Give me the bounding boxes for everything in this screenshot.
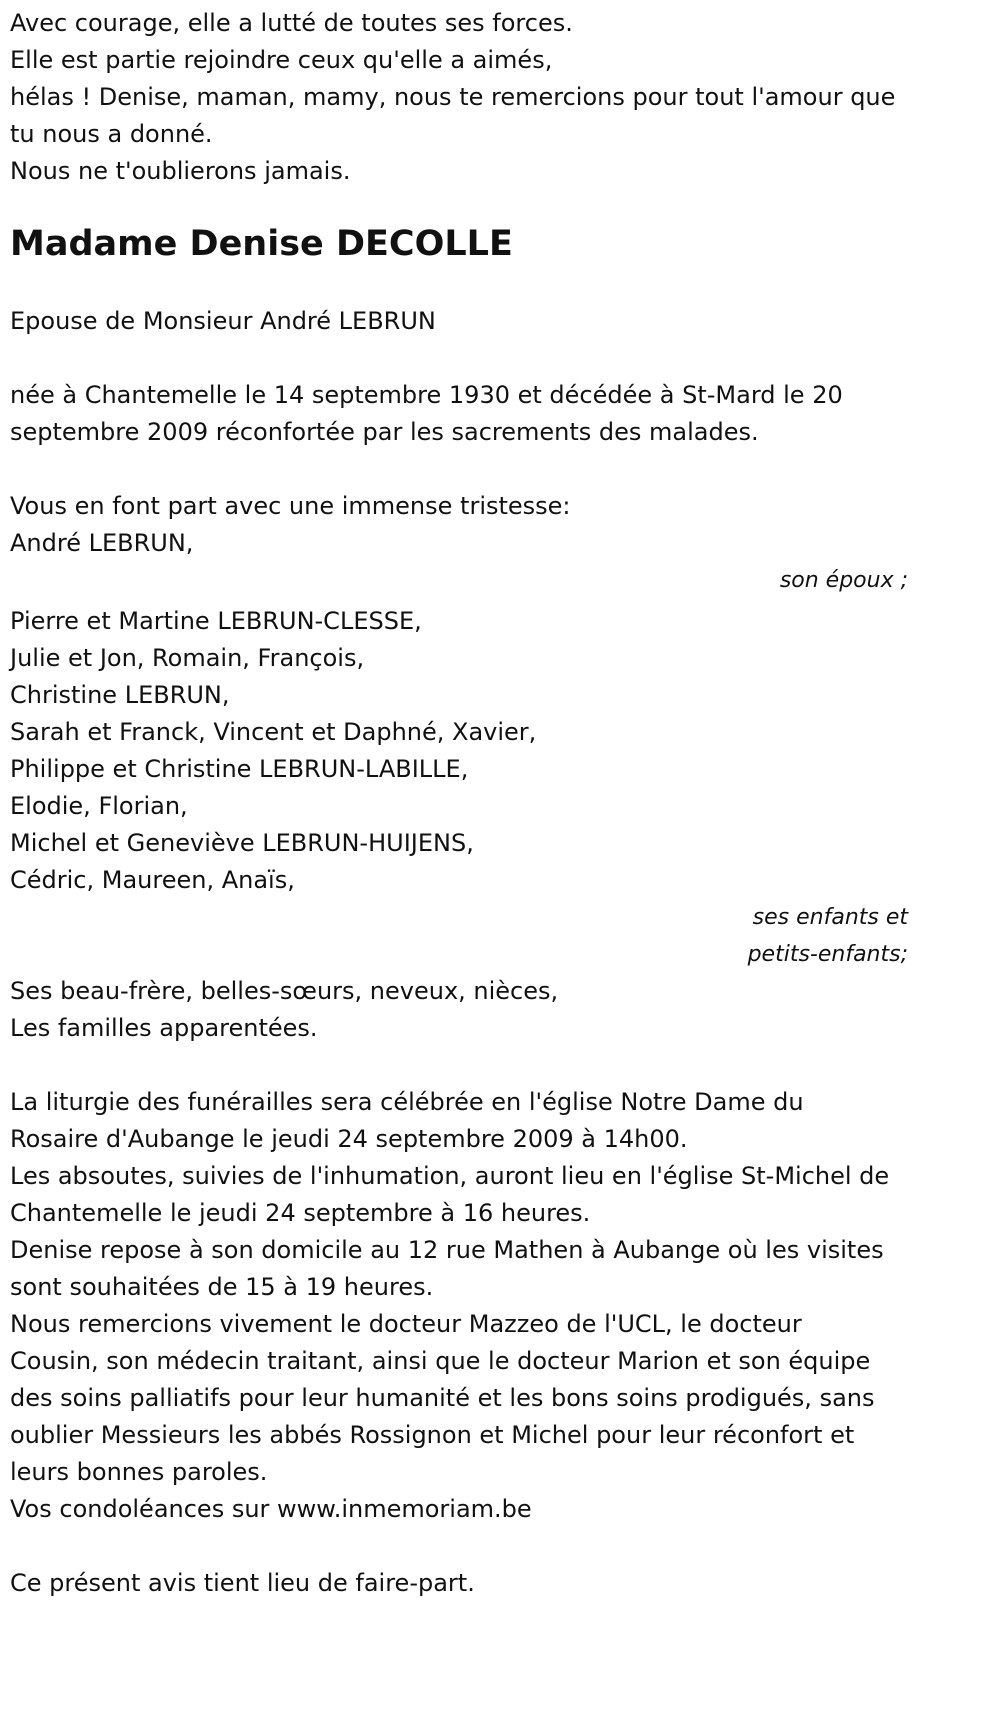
children-line: Christine LEBRUN, [10, 681, 230, 709]
children-list [10, 603, 908, 899]
ceremony-line: Denise repose à son domicile au 12 rue Mathen à Aubange où les visites [10, 1236, 884, 1264]
ceremony-line: oublier Messieurs les abbés Rossignon et Michel pour leur réconfort et [10, 1421, 855, 1449]
ceremony-paragraph [10, 1084, 908, 1528]
spouse-paragraph [10, 303, 908, 340]
birth-death-line: née à Chantemelle le 14 septembre 1930 et décédée à St-Mard le 20 [10, 381, 843, 409]
obituary-notice [10, 5, 908, 1602]
condolences-line: Vos condoléances sur www.inmemoriam.be [10, 1495, 532, 1523]
ceremony-line: leurs bonnes paroles. [10, 1458, 268, 1486]
intro-line: hélas ! Denise, maman, mamy, nous te remercions pour tout l'amour que [10, 83, 896, 111]
ceremony-line: Les absoutes, suivies de l'inhumation, auront lieu en l'église St-Michel de [10, 1162, 890, 1190]
children-role-line: petits-enfants; [747, 942, 908, 967]
intro-line: Elle est partie rejoindre ceux qu'elle a aimés, [10, 46, 553, 74]
intro-line: Avec courage, elle a lutté de toutes ses forces. [10, 9, 573, 37]
ceremony-line: des soins palliatifs pour leur humanité et les bons soins prodigués, sans [10, 1384, 875, 1412]
spacer [10, 1047, 908, 1084]
spacer [10, 340, 908, 377]
husband-name: André LEBRUN, [10, 529, 194, 557]
children-line: Michel et Geneviève LEBRUN-HUIJENS, [10, 829, 474, 857]
birth-death-line: septembre 2009 réconfortée par les sacrements des malades. [10, 418, 759, 446]
ceremony-line: La liturgie des funérailles sera célébrée en l'église Notre Dame du [10, 1088, 804, 1116]
birth-death-paragraph [10, 377, 908, 451]
intro-poem [10, 5, 908, 190]
children-role [10, 899, 908, 973]
ceremony-line: Cousin, son médecin traitant, ainsi que le docteur Marion et son équipe [10, 1347, 871, 1375]
deceased-name-title: Madame Denise DECOLLE [10, 224, 513, 264]
ceremony-line: Nous remercions vivement le docteur Mazzeo de l'UCL, le docteur [10, 1310, 802, 1338]
intro-line: Nous ne t'oublierons jamais. [10, 157, 351, 185]
husband-role-label: son époux ; [779, 568, 908, 593]
intro-line: tu nous a donné. [10, 120, 213, 148]
children-line: Cédric, Maureen, Anaïs, [10, 866, 295, 894]
family-announcement [10, 488, 908, 562]
relatives-line: Ses beau-frère, belles-sœurs, neveux, nièces, [10, 977, 559, 1005]
closing-paragraph [10, 1565, 908, 1602]
relatives-line: Les familles apparentées. [10, 1014, 318, 1042]
children-line: Sarah et Franck, Vincent et Daphné, Xavier, [10, 718, 537, 746]
closing-line: Ce présent avis tient lieu de faire-part. [10, 1569, 475, 1597]
spacer [10, 266, 908, 303]
announcement-line: Vous en font part avec une immense tristesse: [10, 492, 571, 520]
children-line: Elodie, Florian, [10, 792, 188, 820]
children-role-line: ses enfants et [752, 905, 908, 930]
relatives-list [10, 973, 908, 1047]
spouse-line: Epouse de Monsieur André LEBRUN [10, 307, 436, 335]
ceremony-line: Rosaire d'Aubange le jeudi 24 septembre 2009 à 14h00. [10, 1125, 688, 1153]
children-line: Julie et Jon, Romain, François, [10, 644, 365, 672]
ceremony-line: sont souhaitées de 15 à 19 heures. [10, 1273, 434, 1301]
ceremony-line: Chantemelle le jeudi 24 septembre à 16 heures. [10, 1199, 591, 1227]
spacer [10, 451, 908, 488]
husband-role [10, 562, 908, 599]
spacer [10, 1528, 908, 1565]
children-line: Pierre et Martine LEBRUN-CLESSE, [10, 607, 422, 635]
children-line: Philippe et Christine LEBRUN-LABILLE, [10, 755, 469, 783]
